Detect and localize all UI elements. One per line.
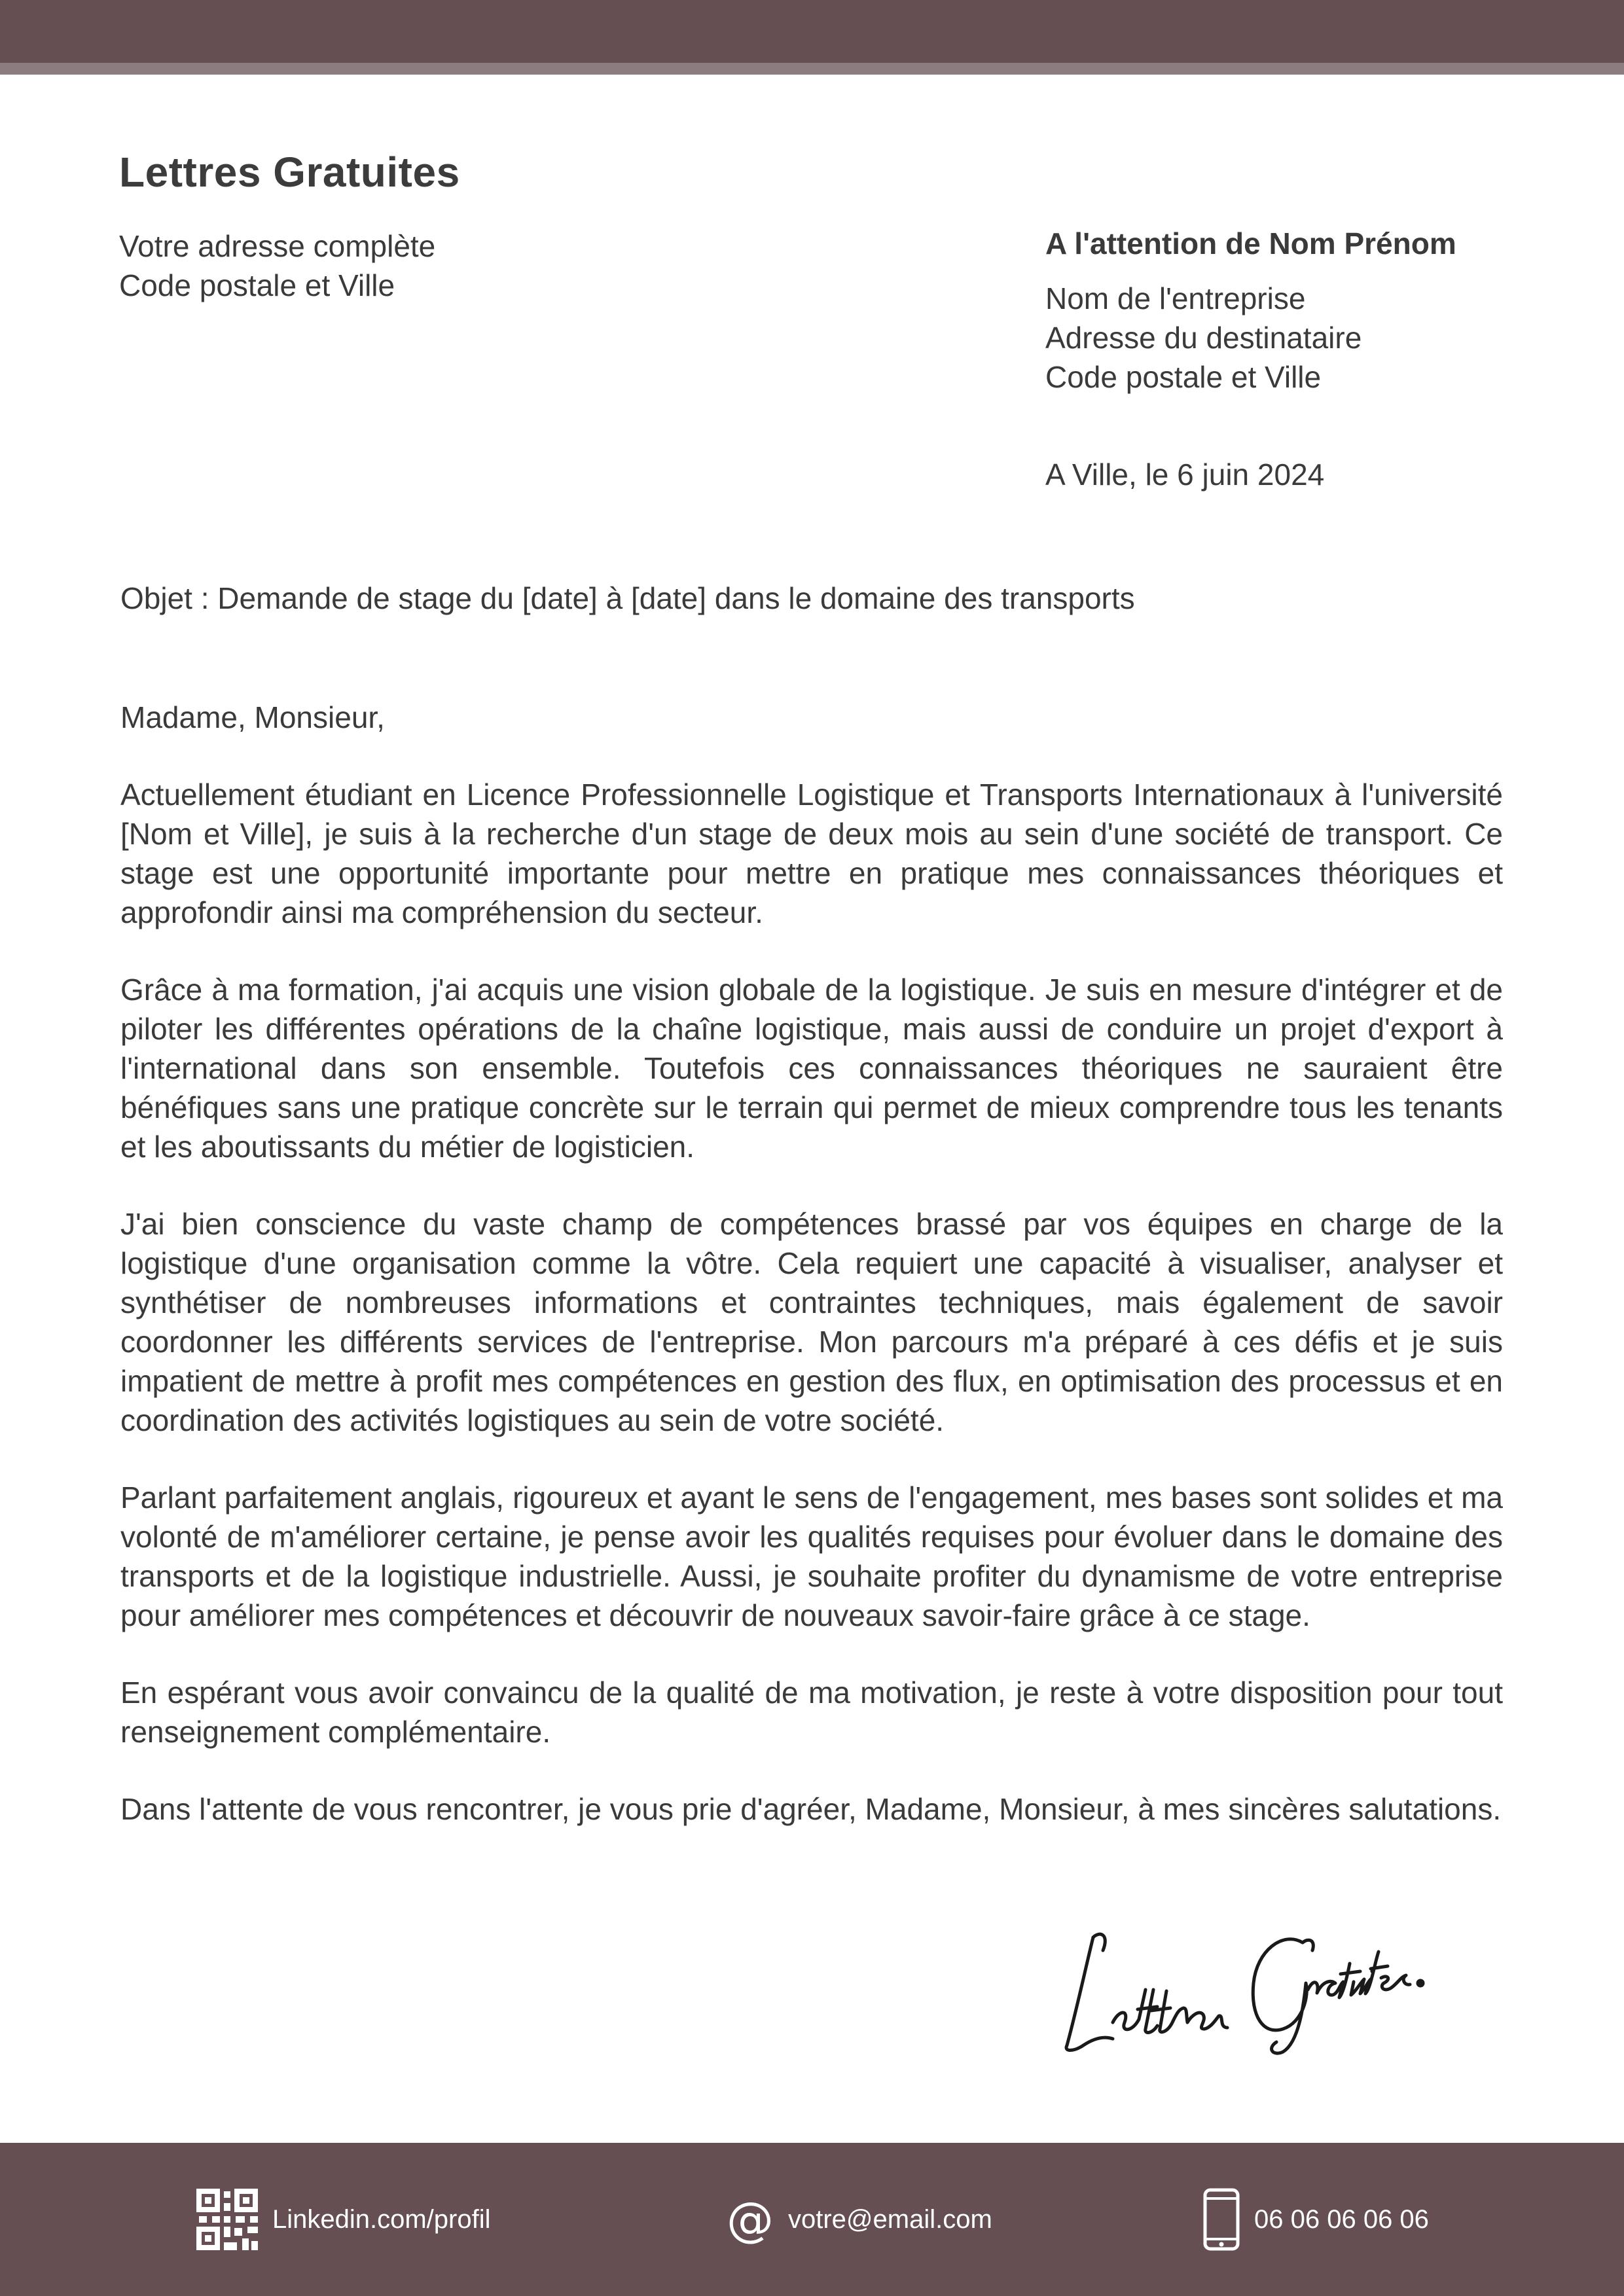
body-paragraph: J'ai bien conscience du vaste champ de compétences brassé par vos équipes en charge de la logistique d'une organisation comme la vôtre. Cela requiert une capacité à visualiser, analyser et synthétiser de nombreuses informations et contraintes techniques, mais également de savoir coordonner les différents services de l'entreprise. Mon parcours m'a préparé à ces défis et je suis impatient de mettre à profit mes compétences en gestion des flux, en optimisation des processus et en coordination des activités logistiques au sein de votre société. [120,1207,1503,1437]
brand-title: Lettres Gratuites [119,149,460,196]
footer-linkedin [196,2143,491,2296]
body-paragraph: Parlant parfaitement anglais, rigoureux et ayant le sens de l'engagement, mes bases sont solides et ma volonté de m'améliorer certaine, je pense avoir les qualités requises pour évoluer dans le domaine des transports et de la logistique industrielle. Aussi, je souhaite profiter du dynamisme de votre entreprise pour améliorer mes compétences et découvrir de nouveaux savoir-faire grâce à ce stage. [120,1480,1503,1632]
recipient-address: Adresse du destinataire [1045,321,1362,355]
body-paragraph: Grâce à ma formation, j'ai acquis une vision globale de la logistique. Je suis en mesure d'intégrer et de piloter les différentes opérations de la chaîne logistique, mais aussi de conduire un projet d'export à l'international dans son ensemble. Toutefois ces connaissances théoriques ne sauraient être bénéfiques sans une pratique concrète sur le terrain qui permet de mieux comprendre tous les tenants et les aboutissants du métier de logisticien. [120,973,1503,1164]
footer-email [727,2143,992,2296]
footer-bar [0,2143,1624,2296]
letter-subject: Objet : Demande de stage du [date] à [date] dans le domaine des transports [120,581,1135,615]
email-address[interactable]: votre@email.com [788,2204,992,2234]
sender-city-line: Code postale et Ville [119,268,395,302]
footer-phone [1203,2143,1429,2296]
at-sign-icon: @ [727,2192,774,2247]
recipient-city: Code postale et Ville [1045,360,1322,394]
recipient-block [1045,224,1456,397]
sender-address-line: Votre adresse complète [119,229,436,263]
handwritten-signature [1047,1911,1427,2062]
salutation: Madame, Monsieur, [120,700,385,734]
mobile-phone-icon [1203,2188,1240,2251]
sender-address-block [119,226,435,305]
closing-paragraph: Dans l'attente de vous rencontrer, je vous prie d'agréer, Madame, Monsieur, à mes sincères salutations. [120,1792,1502,1826]
qr-code-icon [196,2189,258,2250]
linkedin-url[interactable]: Linkedin.com/profil [272,2204,491,2234]
recipient-attention: A l'attention de Nom Prénom [1045,226,1456,260]
body-paragraph: En espérant vous avoir convaincu de la qualité de ma motivation, je reste à votre disposition pour tout renseignement complémentaire. [120,1676,1503,1749]
phone-number[interactable]: 06 06 06 06 06 [1254,2204,1429,2234]
recipient-company: Nom de l'entreprise [1045,281,1306,315]
body-paragraph: Actuellement étudiant en Licence Professionnelle Logistique et Transports Internationaux à l'université [Nom et Ville], je suis à la recherche d'un stage de deux mois au sein d'une société de transport. Ce stage est une opportunité importante pour mettre en pratique mes connaissances théoriques et approfondir ainsi ma compréhension du secteur. [120,778,1503,929]
top-header-stripe [0,63,1624,75]
letter-body [120,698,1503,1867]
letter-date: A Ville, le 6 juin 2024 [1045,457,1325,492]
top-header-bar [0,0,1624,63]
